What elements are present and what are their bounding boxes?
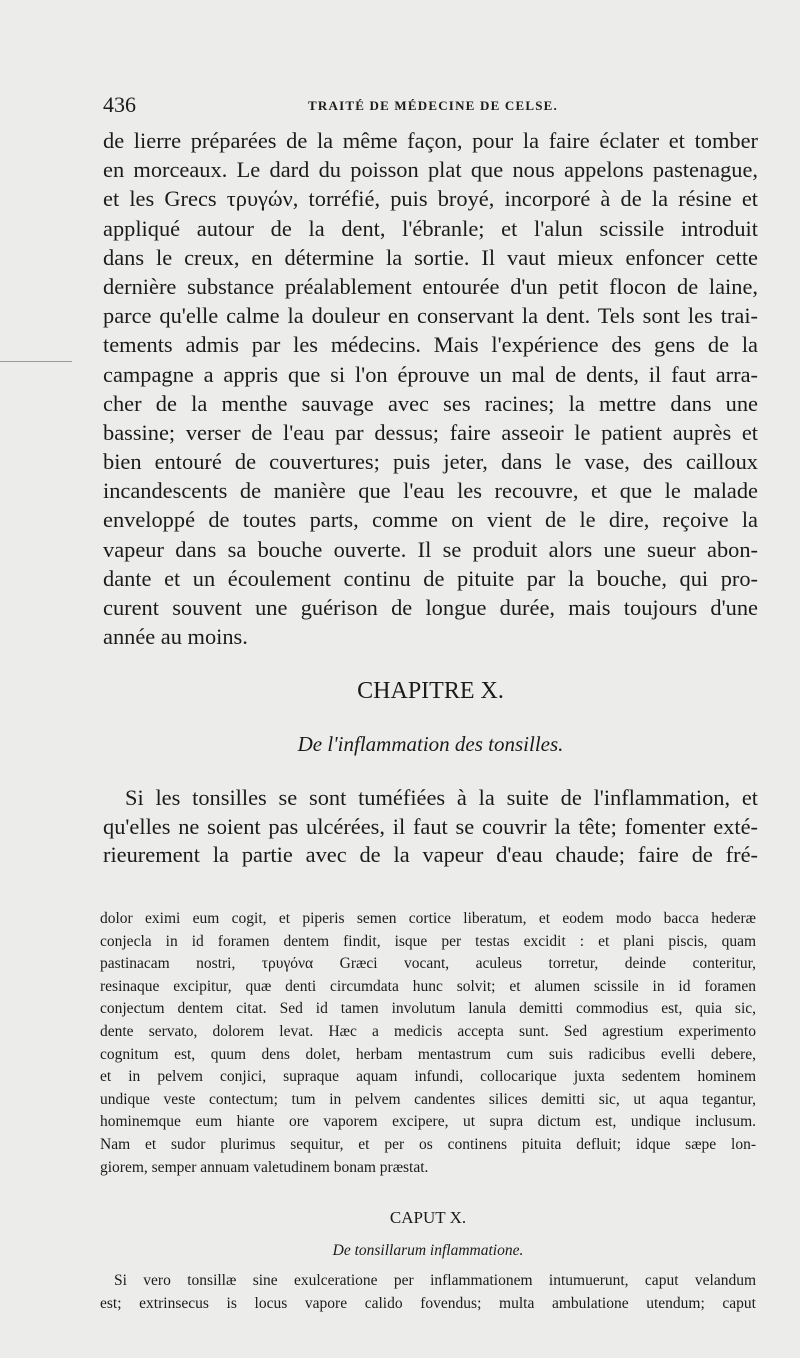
text-line: dante et un écoulement continu de pituite par la bouche, qui pro- [103,565,758,591]
margin-pencil-mark [0,361,72,362]
text-line: bien entouré de couvertures; puis jeter, dans le vase, des cailloux [103,449,758,475]
text-line: parce qu'elle calme la douleur en conservant la dent. Tels sont les trai- [103,303,758,329]
text-line: de lierre préparées de la même façon, pour la faire éclater et tomber [103,128,758,153]
text-line: et les Grecs τρυγών, torréfié, puis broyé, incorporé à de la résine et [103,186,758,212]
text-line: dernière substance préalablement entourée d'un petit flocon de laine, [103,273,758,299]
latin-line: et in pelvem conjici, supraque aquam infundi, collocarique juxta sedentem hominem [100,1068,756,1086]
latin-line: undique veste contectum; tum in pelvem candentes silices demitti sic, ut aqua tegantur, [100,1090,756,1108]
text-line: tements admis par les médecins. Mais l'expérience des gens de la [103,332,758,358]
chapter-subtitle: De l'inflammation des tonsilles. [297,732,564,756]
text-line: bassine; verser de l'eau par dessus; faire asseoir le patient auprès et [103,419,758,445]
latin-line: hominemque eum hiante ore vaporem excipere, ut supra dictum est, undique inclusum. [100,1113,756,1131]
running-header [103,92,763,122]
latin-line: conjectum dentem citat. Sed id tamen involutum lanula demitti commodius est, quia sic, [100,1000,756,1018]
latin-line: est; extrinsecus is locus vapore calido fovendus; multa ambulatione utendum; caput [100,1294,756,1312]
latin-line: dolor eximi eum cogit, et piperis semen cortice liberatum, et eodem modo bacca hederæ [100,910,756,927]
latin-line: conjecla in id foramen dentem findit, isque per testas excidit : et plani piscis, quam [100,932,756,950]
latin-line: resinaque excipitur, quæ denti circumdata hunc solvit; et alumen scissile in id foramen [100,977,756,995]
latin-text-block-2 [100,1270,756,1315]
text-line: Si les tonsilles se sont tuméfiées à la suite de l'inflammation, et [125,785,758,810]
latin-line: Si vero tonsillæ sine exulceratione per inflammationem intumuerunt, caput velandum [114,1272,756,1289]
text-line: rieurement la partie avec de la vapeur d'eau chaude; faire de fré- [103,842,758,867]
latin-text-block-1 [100,908,756,1179]
text-line: campagne a appris que si l'on éprouve un mal de dents, il faut arra- [103,361,758,387]
latin-line: giorem, semper annuam valetudinem bonam præstat. [100,1158,429,1176]
running-title: TRAITÉ DE MÉDECINE DE CELSE. [308,98,558,113]
text-line: en morceaux. Le dard du poisson plat que nous appelons pastenague, [103,157,758,183]
text-line: qu'elles ne soient pas ulcérées, il faut se couvrir la tête; fomenter exté- [103,813,758,839]
text-line: incandescents de manière que l'eau les recouvre, et que le malade [103,478,758,504]
chapter-heading: CHAPITRE X. [357,678,504,704]
text-line: dans le creux, en détermine la sortie. Il vaut mieux enfoncer cette [103,244,758,270]
french-text-block-2 [103,784,758,870]
latin-line: cognitum est, quum dens dolet, herbam mentastrum cum suis radicibus evelli debere, [100,1045,756,1063]
text-line: curent souvent une guérison de longue durée, mais toujours d'une [103,595,758,620]
text-line: année au moins. [103,624,248,650]
text-line: vapeur dans sa bouche ouverte. Il se produit alors une sueur abon- [103,536,758,562]
latin-line: pastinacam nostri, τρυγόνα Græci vocant, aculeus torretur, deinde conteritur, [100,955,756,973]
text-line: cher de la menthe sauvage avec ses racines; la mettre dans une [103,390,758,416]
page-number: 436 [103,92,136,117]
caput-subtitle: De tonsillarum inflammatione. [332,1242,524,1259]
french-text-block-1 [103,126,758,651]
latin-line: Nam et sudor plurimus sequitur, et per os continens pituita defluit; idque sæpe lon- [100,1135,756,1153]
caput-heading: CAPUT X. [389,1208,467,1227]
latin-line: dente servato, dolorem levat. Hæc a medicis accepta sunt. Sed agrestium experimento [100,1022,756,1040]
text-line: enveloppé de toutes parts, comme on vient de le dire, reçoive la [103,507,758,533]
text-line: appliqué autour de la dent, l'ébranle; et l'alun scissile introduit [103,215,758,241]
